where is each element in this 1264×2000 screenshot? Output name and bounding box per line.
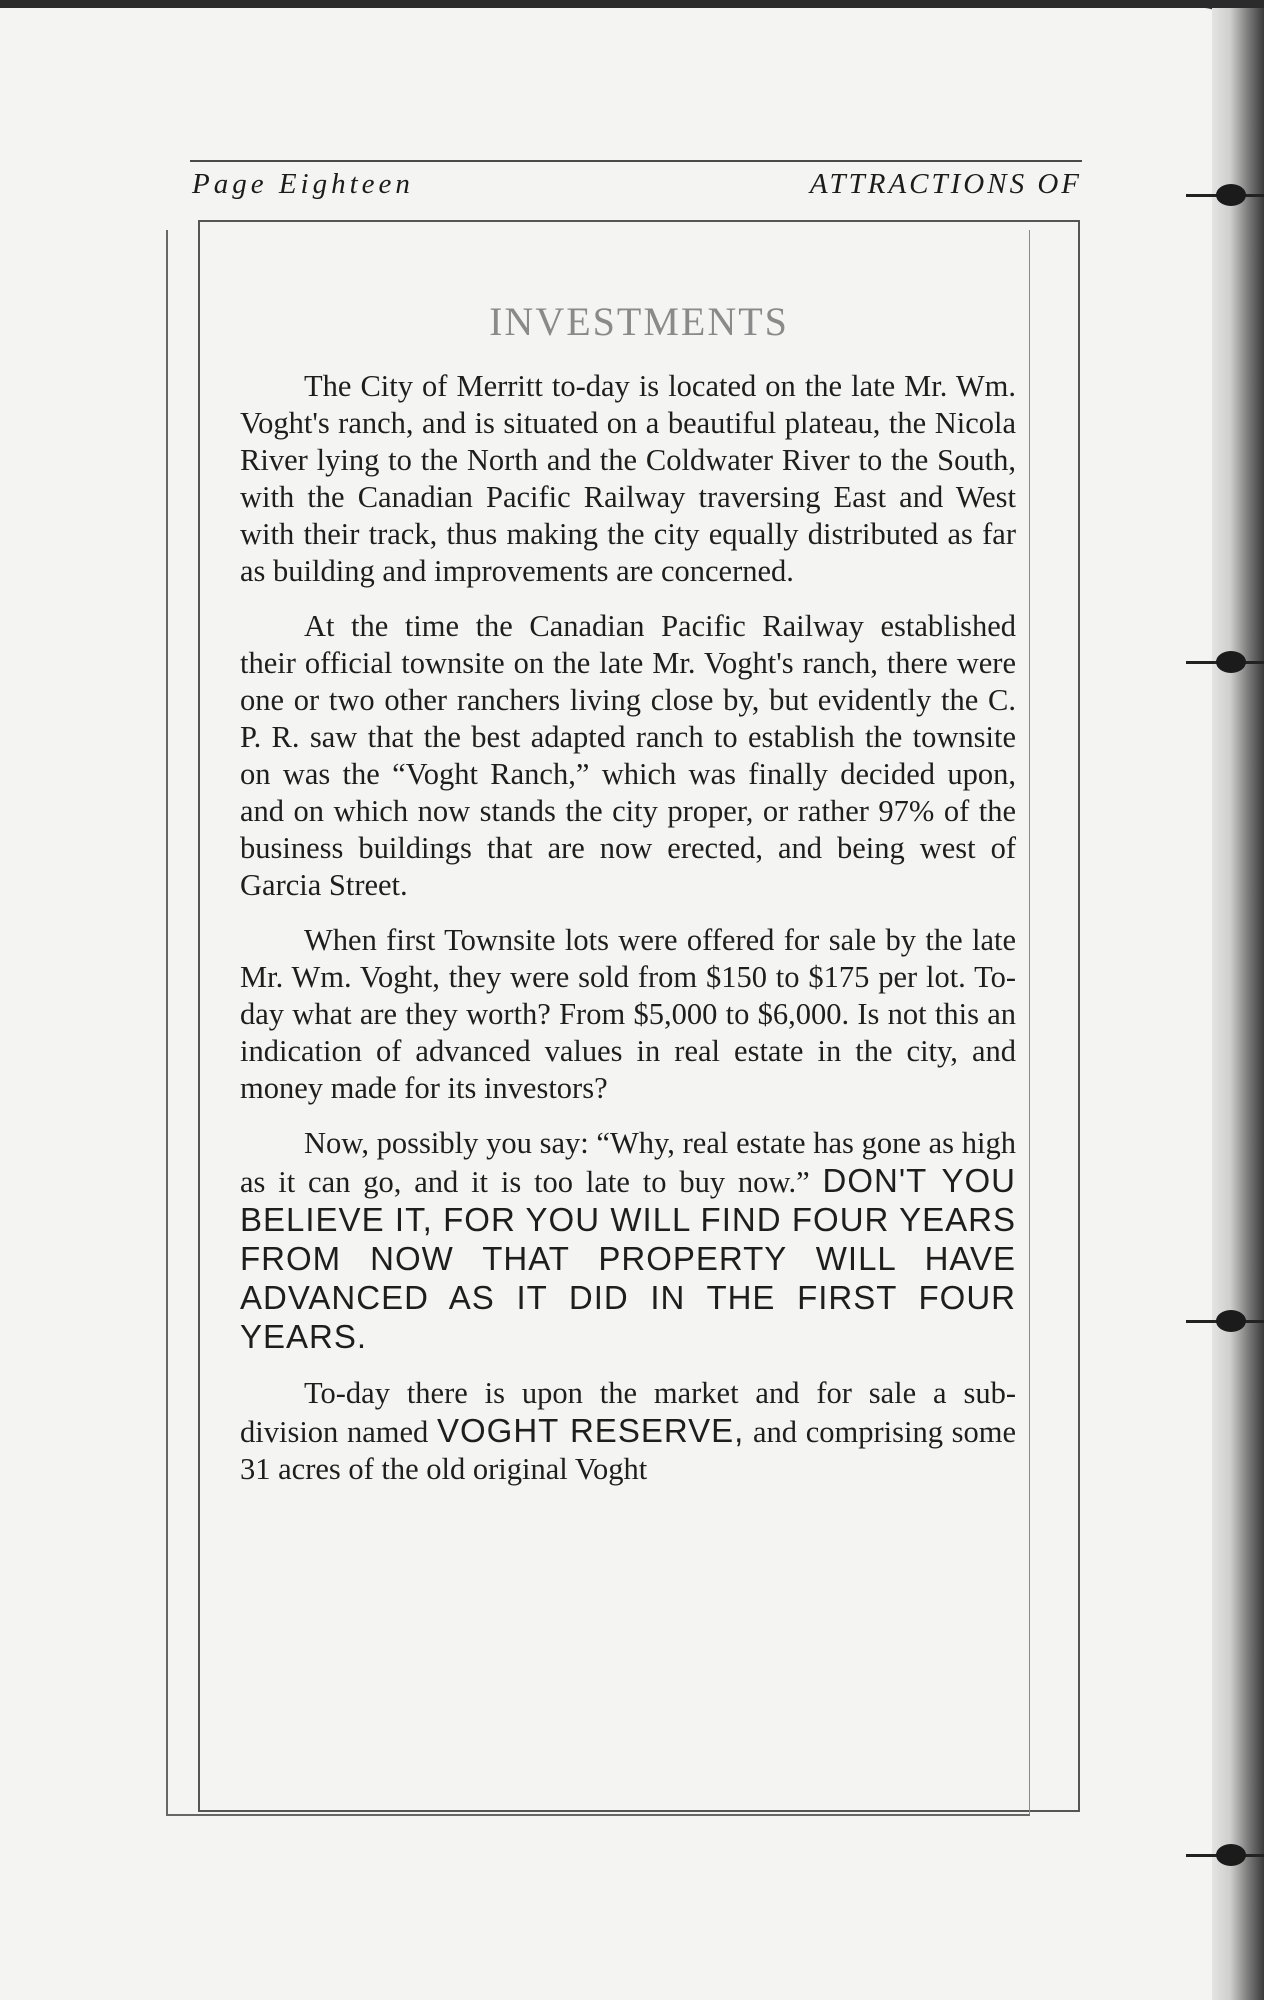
binding-mark: [1186, 657, 1264, 667]
article-title: INVESTMENTS: [489, 299, 789, 344]
paragraph: When first Townsite lots were offered for sale by the late Mr. Wm. Voght, they were sold from $150 to $175 per lot. To-day what are they worth? From $5,000 to $6,000. Is not this an indication of advanced values in real estate in the city, and money made for its investors?: [240, 923, 1016, 1105]
subdivision-name: VOGHT RESERVE,: [437, 1412, 745, 1449]
paragraph: [240, 1125, 1016, 1357]
binding-mark: [1186, 190, 1264, 200]
header-rule: [190, 160, 1082, 162]
paragraph-text: To-day there is upon the market and for sale a sub-division named: [240, 1376, 1016, 1449]
paragraph-text: Now, possibly you say: “Why, real estate has gone as high as it can go, and it is too late to buy now.”: [240, 1126, 1016, 1199]
binding-mark: [1186, 1316, 1264, 1326]
paragraph: The City of Merritt to-day is located on the late Mr. Wm. Voght's ranch, and is situated on a beautiful plateau, the Nicola River lying to the North and the Coldwater River to the South, with the Canadian Pacific Railway traversing East and West with their track, thus making the city equally distributed as far as building and improvements are concerned.: [240, 369, 1016, 588]
article-body: [240, 368, 1016, 1506]
running-title-header: ATTRACTIONS OF: [809, 168, 1082, 200]
paragraph: [240, 1375, 1016, 1488]
page-number-header: Page Eighteen: [192, 168, 414, 200]
paragraph-text: and comprising some 31 acres of the old original Voght: [240, 1415, 1017, 1486]
emphasis-text: DON'T YOU BELIEVE IT, FOR YOU WILL FIND FOUR YEARS FROM NOW THAT PROPERTY WILL HAVE ADVANCED AS IT DID IN THE FIRST FOUR YEARS.: [240, 1162, 1017, 1355]
binding-mark: [1186, 1850, 1264, 1860]
page-binding-edge: [1212, 8, 1264, 2000]
paragraph: At the time the Canadian Pacific Railway established their official townsite on the late Mr. Voght's ranch, there were one or two other ranchers living close by, but evidently the C. P. R. saw that the best adapted ranch to establish the townsite on was the “Voght Ranch,” which was finally decided upon, and on which now stands the city proper, or rather 97% of the business buildings that are now erected, and being west of Garcia Street.: [240, 609, 1016, 902]
